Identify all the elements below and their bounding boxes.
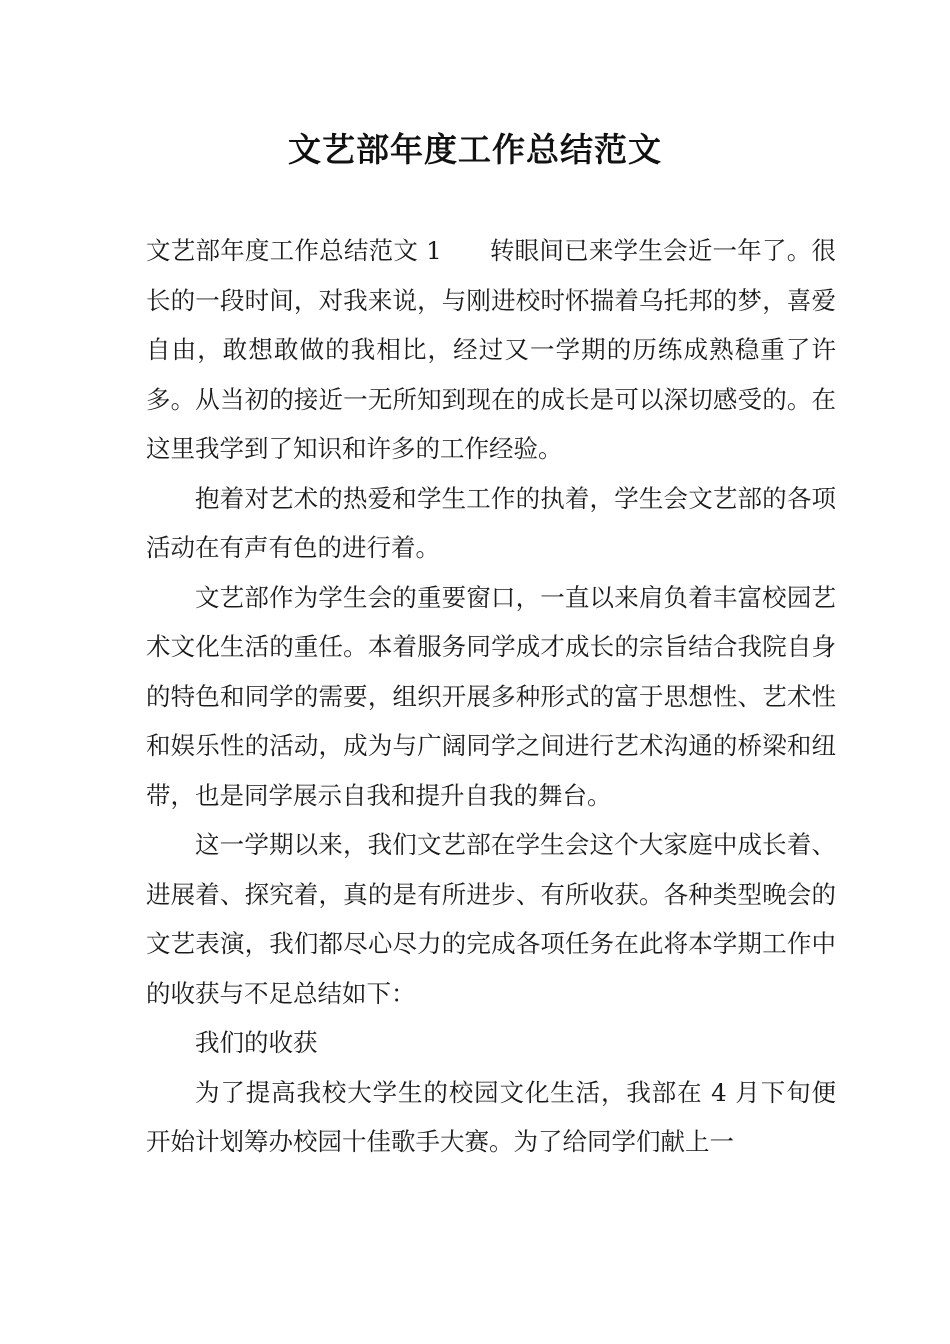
paragraph-2: 文艺部作为学生会的重要窗口，一直以来肩负着丰富校园艺术文化生活的重任。本着服务同学成才成长的宗旨结合我院自身的特色和同学的需要，组织开展多种形式的富于思想性、艺术性和娱乐性的活动，成为与广阔同学之间进行艺术沟通的桥梁和纽带，也是同学展示自我和提升自我的舞台。 <box>146 582 836 810</box>
intro-heading: 文艺部年度工作总结范文 1 <box>146 236 442 265</box>
document-title: 文艺部年度工作总结范文 <box>288 130 662 169</box>
intro-paragraph <box>146 226 836 474</box>
section-heading-harvest: 我们的收获 <box>195 1028 318 1057</box>
paragraph-3: 这一学期以来，我们文艺部在学生会这个大家庭中成长着、进展着、探究着，真的是有所进步、有所收获。各种类型晚会的文艺表演，我们都尽心尽力的完成各项任务在此将本学期工作中的收获与不足总结如下： <box>146 830 836 1008</box>
paragraph-4: 为了提高我校大学生的校园文化生活，我部在 4 月下旬便开始计划筹办校园十佳歌手大赛。为了给同学们献上一 <box>146 1077 836 1156</box>
document-body <box>146 226 836 1167</box>
intro-text: 转眼间已来学生会近一年了。很长的一段时间，对我来说，与刚进校时怀揣着乌托邦的梦，喜爱自由，敢想敢做的我相比，经过又一学期的历练成熟稳重了许多。从当初的接近一无所知到现在的成长是可以深切感受的。在这里我学到了知识和许多的工作经验。 <box>146 236 836 463</box>
paragraph-1: 抱着对艺术的热爱和学生工作的执着，学生会文艺部的各项活动在有声有色的进行着。 <box>146 483 836 562</box>
